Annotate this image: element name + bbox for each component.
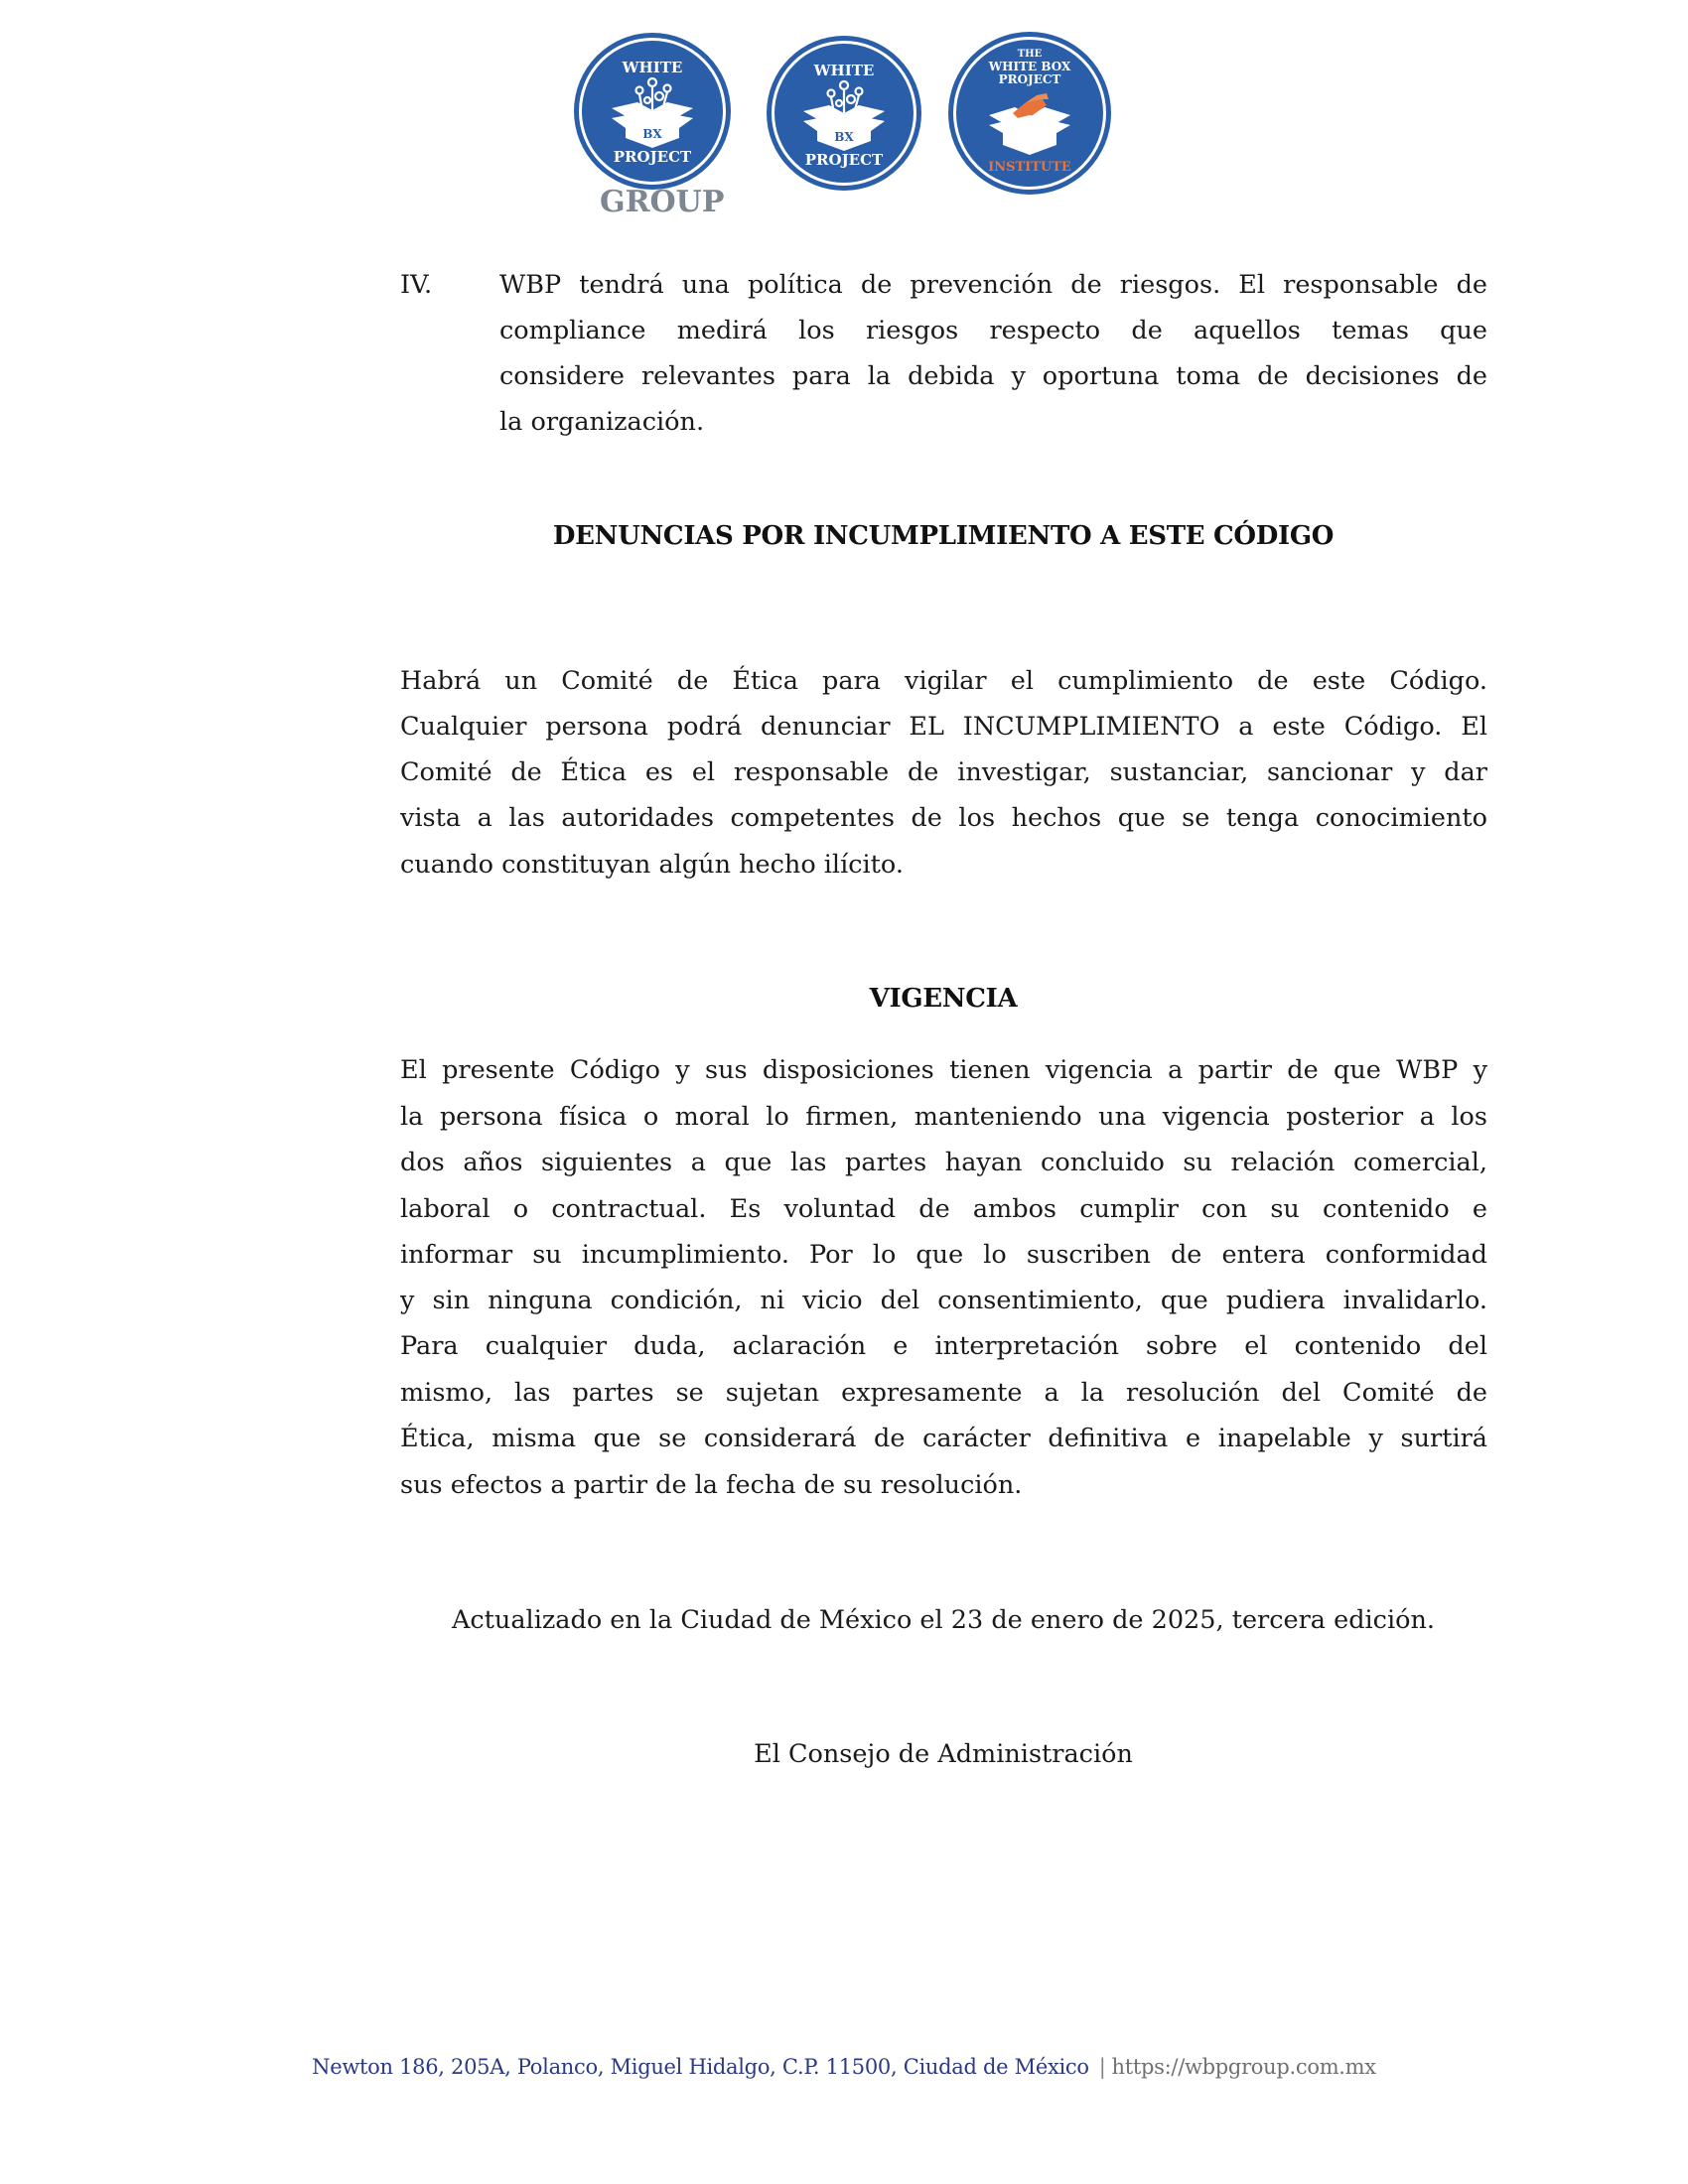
open-box-stairs-icon	[985, 89, 1074, 155]
header-logos	[0, 0, 1688, 228]
signature-line: El Consejo de Administración	[754, 1739, 1133, 1769]
logo-caption-group: GROUP	[600, 185, 725, 219]
text-line: WBP tendrá una política de prevención de riesgos. El responsable de	[499, 270, 1487, 300]
text-line: laboral o contractual. Es voluntad de ambos cumplir con su contenido e	[400, 1194, 1487, 1224]
wbp-group-logo	[574, 33, 731, 190]
text-line: Para cualquier duda, aclaración e interpretación sobre el contenido del	[400, 1331, 1487, 1361]
text-line: la persona física o moral lo firmen, manteniendo una vigencia posterior a los	[400, 1102, 1487, 1132]
text-line: informar su incumplimiento. Por lo que lo suscriben de entera conformidad	[400, 1240, 1487, 1270]
footer-address: Newton 186, 205A, Polanco, Miguel Hidalgo, C.P. 11500, Ciudad de México	[312, 2055, 1089, 2079]
text-line: mismo, las partes se sujetan expresamente a la resolución del Comité de	[400, 1378, 1487, 1408]
logo-box-letters: BX	[642, 127, 662, 141]
wbp-institute-logo	[948, 32, 1111, 195]
footer-separator: |	[1098, 2055, 1106, 2079]
logo-box-letters: BX	[834, 130, 854, 144]
list-numeral: IV.	[400, 270, 433, 300]
logo-top-line-1: THE	[1017, 49, 1043, 60]
text-line: Ética, misma que se considerará de carácter definitiva e inapelable y surtirá	[400, 1424, 1487, 1453]
text-line: El presente Código y sus disposiciones tienen vigencia a partir de que WBP y	[400, 1055, 1487, 1085]
text-line: dos años siguientes a que las partes hayan concluido su relación comercial,	[400, 1148, 1487, 1177]
page-footer	[0, 2055, 1688, 2079]
text-line: vista a las autoridades competentes de los hechos que se tenga conocimiento	[400, 803, 1487, 833]
text-line: y sin ninguna condición, ni vicio del consentimiento, que pudiera invalidarlo.	[400, 1286, 1487, 1315]
section-heading-vigencia: VIGENCIA	[869, 984, 1018, 1014]
section-heading-denuncias: DENUNCIAS POR INCUMPLIMIENTO A ESTE CÓDIGO	[552, 521, 1335, 551]
updated-date-line: Actualizado en la Ciudad de México el 23 de enero de 2025, tercera edición.	[451, 1605, 1436, 1635]
text-line: Cualquier persona podrá denunciar EL INCUMPLIMIENTO a este Código. El	[400, 712, 1487, 742]
logo-top-line-2: WHITE BOX	[988, 60, 1071, 73]
text-line: cuando constituyan algún hecho ilícito.	[400, 850, 904, 880]
logo-top-text: WHITE	[622, 59, 683, 76]
text-line: Comité de Ética es el responsable de investigar, sustanciar, sancionar y dar	[400, 757, 1487, 787]
text-line: compliance medirá los riesgos respecto de aquellos temas que	[499, 316, 1487, 345]
text-line: considere relevantes para la debida y oportuna toma de decisiones de	[499, 361, 1487, 391]
wbp-logo	[767, 36, 921, 191]
text-line: Habrá un Comité de Ética para vigilar el cumplimiento de este Código.	[400, 666, 1487, 696]
logo-bottom-text: INSTITUTE	[988, 160, 1071, 175]
logo-top-line-3: PROJECT	[998, 72, 1061, 86]
footer-website-link[interactable]: https://wbpgroup.com.mx	[1111, 2055, 1376, 2079]
logo-bottom-text: PROJECT	[804, 151, 884, 169]
logo-top-text: WHITE	[813, 62, 875, 79]
text-line: sus efectos a partir de la fecha de su resolución.	[400, 1470, 1023, 1500]
logo-bottom-text: PROJECT	[613, 148, 692, 166]
text-line: la organización.	[499, 407, 705, 437]
